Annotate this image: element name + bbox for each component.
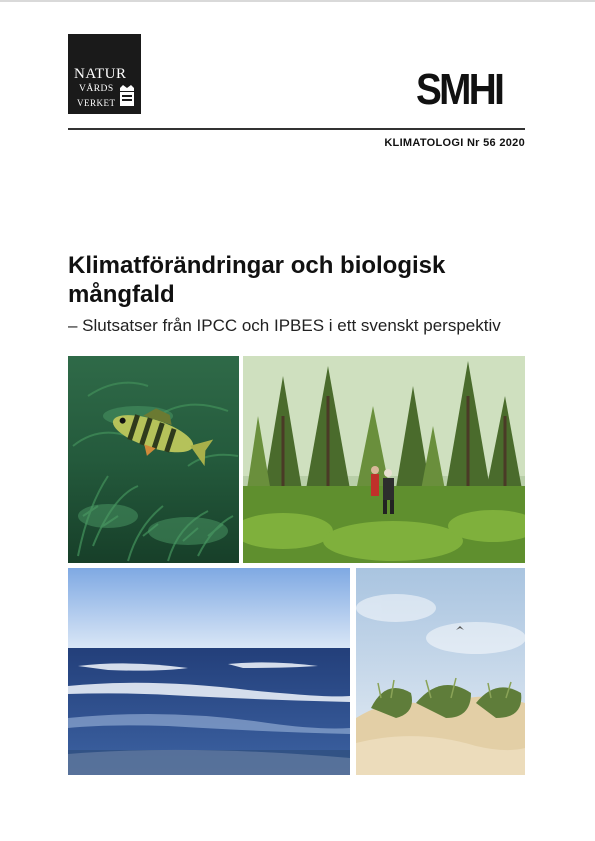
crown-shield-icon	[118, 84, 136, 108]
smhi-logo: SMHI	[416, 65, 503, 114]
logo-line-natur: NATUR	[74, 66, 127, 82]
page-subtitle: – Slutsatser från IPCC och IPBES i ett svenskt perspektiv	[68, 316, 501, 335]
series-label: KLIMATOLOGI Nr 56 2020	[384, 137, 525, 149]
logo-line-verket: VERKET	[77, 98, 116, 108]
sea-waves-photo	[68, 568, 350, 775]
top-border	[0, 0, 595, 2]
naturvardsverket-logo	[68, 34, 141, 114]
page-title: Klimatförändringar och biologisk mångfald	[68, 252, 446, 308]
header-rule	[68, 128, 525, 130]
sand-dunes-photo	[356, 568, 525, 775]
perch-underwater-photo	[68, 356, 239, 563]
logo-line-vards: VÅRDS	[79, 84, 114, 94]
forest-hikers-photo	[243, 356, 525, 563]
